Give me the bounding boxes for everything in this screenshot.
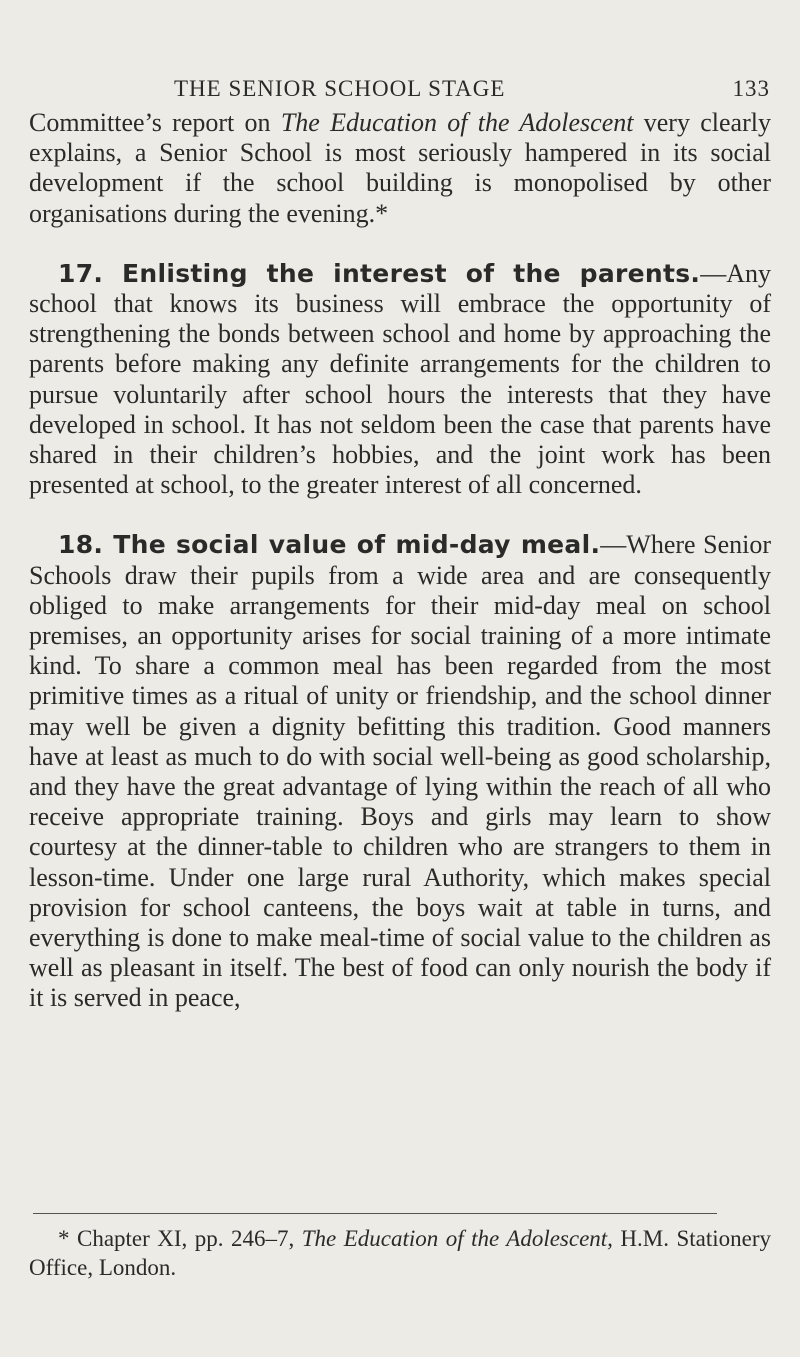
footnote-book-title: The Education of the Adolescent, xyxy=(301,1226,613,1251)
paragraph-17 xyxy=(29,259,771,501)
section-heading-18: 18. The social value of mid-day meal. xyxy=(58,530,601,560)
em-dash: — xyxy=(700,258,727,288)
page-number: 133 xyxy=(732,76,770,101)
paragraph-text: Any school that knows its business will embrace the opportunity of strengthening the bonds between school and home by approaching the parents before making any definite arrangements for the children to pursue voluntarily after school hours the interests that they have developed in school. It has not seldom been the case that parents have shared in their children’s hobbies, and the joint work has been presented at school, to the greater interest of all concerned. xyxy=(29,258,771,500)
book-title-italic: The Education of the Adolescent xyxy=(280,108,634,137)
footnote-text xyxy=(29,1224,771,1282)
section-heading-17: 17. Enlisting the interest of the parents. xyxy=(58,258,701,288)
footnote-prefix: * Chapter XI, pp. 246–7, xyxy=(58,1226,302,1251)
running-title: THE SENIOR SCHOOL STAGE xyxy=(174,76,506,101)
body-text xyxy=(29,108,771,1014)
footnote xyxy=(29,1224,771,1282)
footnote-divider xyxy=(33,1213,717,1214)
running-head xyxy=(174,76,774,106)
em-dash: — xyxy=(600,530,627,560)
paragraph-text: Committee’s report on xyxy=(29,108,281,137)
paragraph-text: very clearly explains, a Senior School is most seriously hampered in its social development if the school building is monopolised by other organisations during the evening.* xyxy=(29,108,771,228)
footnote-suffix: H.M. Stationery Office, London. xyxy=(29,1226,771,1280)
paragraph-18 xyxy=(29,530,771,1013)
paragraph-continuation xyxy=(29,108,771,229)
paragraph-text: Where Senior Schools draw their pupils from a wide area and are consequently obliged to make arrangements for their mid-day meal on school premises, an opportunity arises for social training of a more intimate kind. To share a common meal has been regarded from the most primitive times as a ritual of unity or friendship, and the school dinner may well be given a dignity befitting this tradition. Good manners have at least as much to do with social well-being as good scholarship, and they have the great advantage of lying within the reach of all who receive appropriate training. Boys and girls may learn to show courtesy at the dinner-table to children who are strangers to them in lesson-time. Under one large rural Authority, which makes special provision for school canteens, the boys wait at table in turns, and everything is done to make meal-time of social value to the children as well as pleasant in itself. The best of food can only nourish the body if it is served in peace, xyxy=(29,530,771,1013)
